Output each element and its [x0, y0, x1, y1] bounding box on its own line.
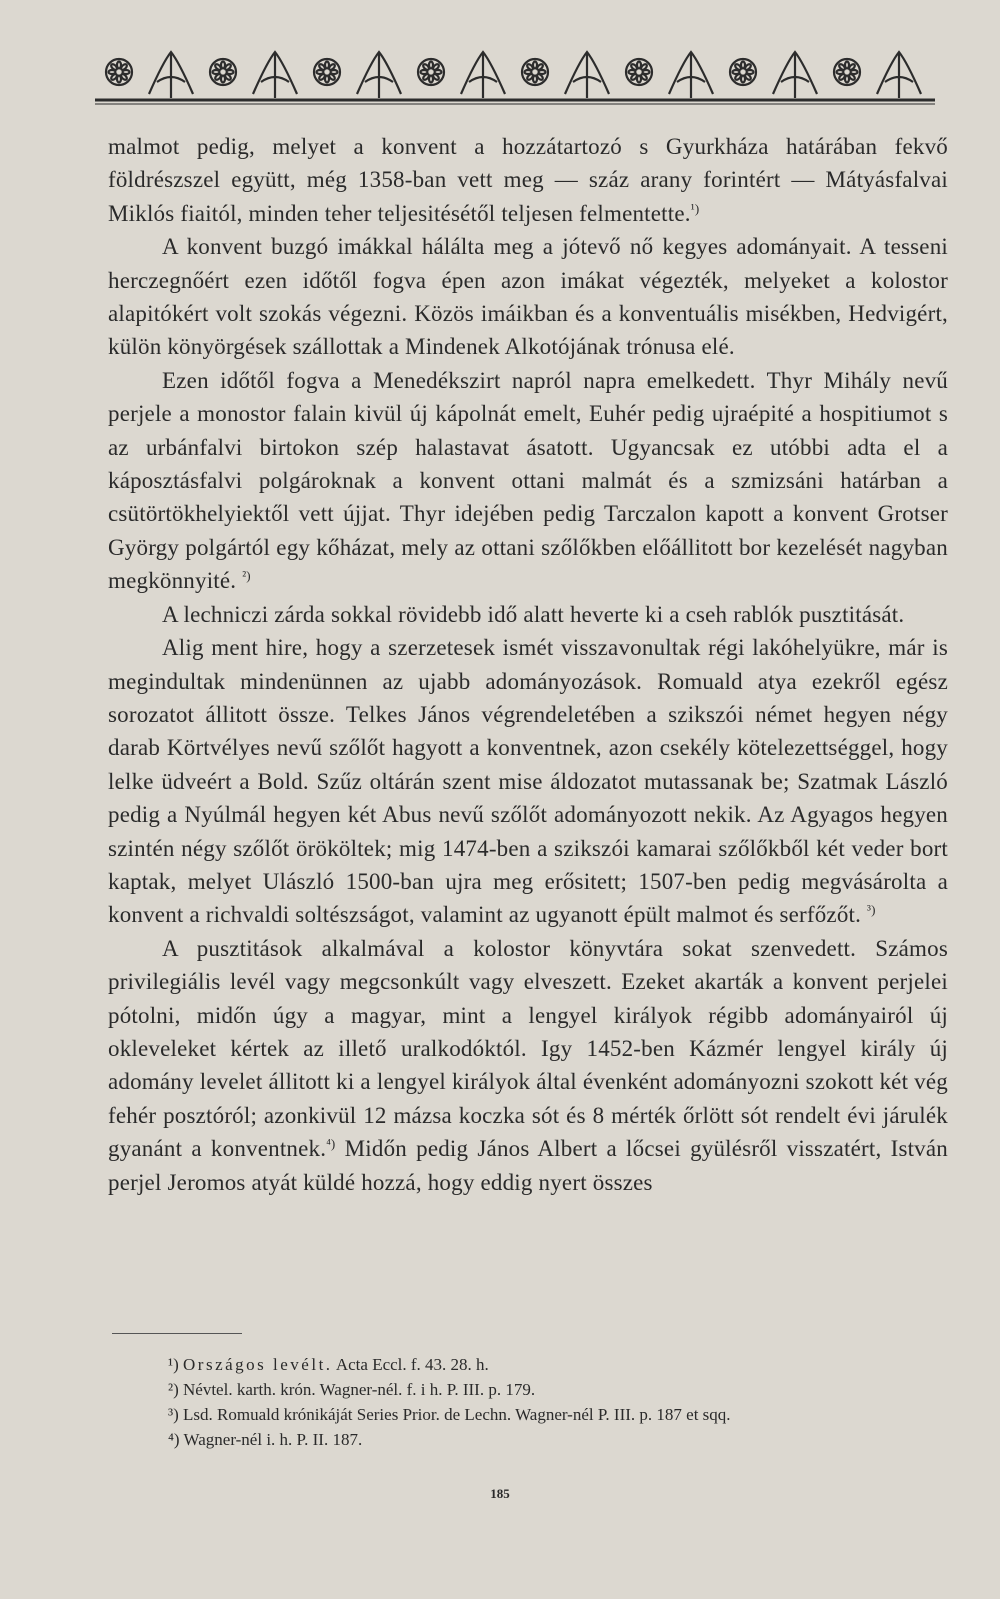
ornament-leaf	[669, 52, 713, 98]
ornament-leaf	[461, 52, 505, 98]
footnote-1-mark: ¹)	[168, 1355, 179, 1374]
footnote-2-text: Névtel. karth. krón. Wagner-nél. f. i h. P. III. p. 179.	[183, 1380, 536, 1399]
ornament-rosette	[626, 59, 652, 85]
footnote-3	[108, 1402, 948, 1427]
ornament-rosette	[106, 59, 132, 85]
footnote-4-text: Wagner-nél i. h. P. II. 187.	[183, 1430, 363, 1449]
ornament-rosette	[418, 59, 444, 85]
header-ornament	[95, 42, 935, 106]
ornament-leaf	[877, 52, 921, 98]
paragraph-3	[108, 364, 948, 598]
paragraph-6	[108, 932, 948, 1199]
footnote-ref-2[interactable]: ²)	[242, 568, 251, 584]
ornament-rosette	[210, 59, 236, 85]
paragraph-1-text: malmot pedig, melyet a konvent a hozzátartozó s Gyurkháza határában fekvő földrészszel együtt, még 1358-ban vett meg — száz arany forintért — Mátyásfalvai Miklós fiaitól, minden teher teljesitésétől teljesen felmentette.	[108, 134, 948, 226]
paragraph-2: A konvent buzgó imákkal hálálta meg a jótevő nő kegyes adományait. A tesseni herczegnőért ezen időtől fogva épen azon imákat végezték, melyeket a kolostor alapitókért volt szokás végezni. Közös imáikban és a konventuális misékben, Hedvigért, külön könyörgések szállottak a Mindenek Alkotójának trónusa elé.	[108, 234, 948, 360]
ornament-rosette	[522, 59, 548, 85]
footnotes	[108, 1352, 948, 1452]
ornament-leaf	[565, 52, 609, 98]
footnote-2-mark: ²)	[168, 1380, 179, 1399]
ornament-rosette	[834, 59, 860, 85]
footnote-1-source: Országos levélt.	[183, 1355, 333, 1374]
footnote-1-text: Acta Eccl. f. 43. 28. h.	[332, 1355, 489, 1374]
page-number: 185	[490, 1486, 510, 1501]
paragraph-3-text: Ezen időtől fogva a Menedékszirt napról napra emelkedett. Thyr Mihály nevű perjele a monostor falain kivül új kápolnát emelt, Euhér pedig ujraépité a hospitiumot s az urbánfalvi birtokon szép halastavat ásatott. Ugyancsak ez utóbbi adta el a káposztásfalvi polgároknak a konvent ottani malmát és a szmizsáni határban a csütörtökhelyiektől vett újjat. Thyr idejében pedig Tarczalon kapott a konvent Grotser György polgártól egy kőházat, mely az ottani szőlőkben előállitott bor kezelését nagyban megkönnyité.	[108, 367, 948, 594]
paragraph-6-text: A pusztitások alkalmával a kolostor könyvtára sokat szenvedett. Számos privilegiális levél vagy megcsonkúlt vagy elveszett. Ezeket akarták a konvent perjelei pótolni, midőn úgy a magyar, mint a lengyel királyok régibb adományairól új okleveleket kértek az illető uralkodóktól. Igy 1452-ben Kázmér lengyel király új adomány levelet állitott ki a lengyel királyok által évenként adományozni szokott két vég fehér posztóról; azonkivül 12 mázsa koczka sót és 8 mérték őrlött sót rendelt évi járulék gyanánt a konventnek.	[108, 935, 948, 1162]
ornament-rosette	[314, 59, 340, 85]
footnote-2	[108, 1377, 948, 1402]
paragraph-7-text: Midőn pedig János Albert a lőcsei gyülésről visszatért, István perjel Jeromos atyát küldé hozzá, hogy eddig nyert összes	[108, 1136, 948, 1195]
footnote-3-text: Lsd. Romuald krónikáját Series Prior. de Lechn. Wagner-nél P. III. p. 187 et sqq.	[183, 1405, 731, 1424]
main-text	[108, 130, 948, 1199]
footnote-3-mark: ³)	[168, 1405, 179, 1424]
footnote-1	[108, 1352, 948, 1377]
footnote-ref-1[interactable]: ¹)	[690, 200, 700, 216]
ornament-leaf	[357, 52, 401, 98]
footnote-4-mark: ⁴)	[168, 1430, 180, 1449]
paragraph-5	[108, 631, 948, 932]
paragraph-4: A lechniczi zárda sokkal rövidebb idő alatt heverte ki a cseh rablók pusztitását.	[162, 601, 905, 627]
ornament-leaf	[253, 52, 297, 98]
footnote-ref-3[interactable]: ³)	[867, 902, 876, 918]
footnote-ref-4[interactable]: ⁴)	[326, 1136, 336, 1152]
ornament-rosette	[730, 59, 756, 85]
footnote-separator	[112, 1333, 242, 1334]
footnote-4	[108, 1427, 948, 1452]
ornament-leaf	[773, 52, 817, 98]
paragraph-5-text: Alig ment hire, hogy a szerzetesek ismét visszavonultak régi lakóhelyükre, már is megindultak mindenünnen az ujabb adományozások. Romuald atya ezekről egész sorozatot állitott össze. Telkes János végrendeletében a szikszói német hegyen négy darab Körtvélyes nevű szőlőt hagyott a konventnek, azon csekély kötelezettséggel, hogy lelke üdveért a Bold. Szűz oltárán szent mise áldozatot mutassanak be; Szatmak László pedig a Nyúlmál hegyen két Abus nevű szőlőt adományozott nekik. Az Agyagos hegyen szintén négy szőlőt örököltek; mig 1474-ben a szikszói kamarai szőlőkből két veder bort kaptak, melyet Ulászló 1500-ban ujra meg erősitett; 1507-ben pedig megvásárolta a konvent a richvaldi soltészságot, valamint az ugyanott épült malmot és serfőzőt.	[108, 635, 948, 928]
ornament-leaf	[149, 52, 193, 98]
paragraph-1	[108, 130, 948, 230]
